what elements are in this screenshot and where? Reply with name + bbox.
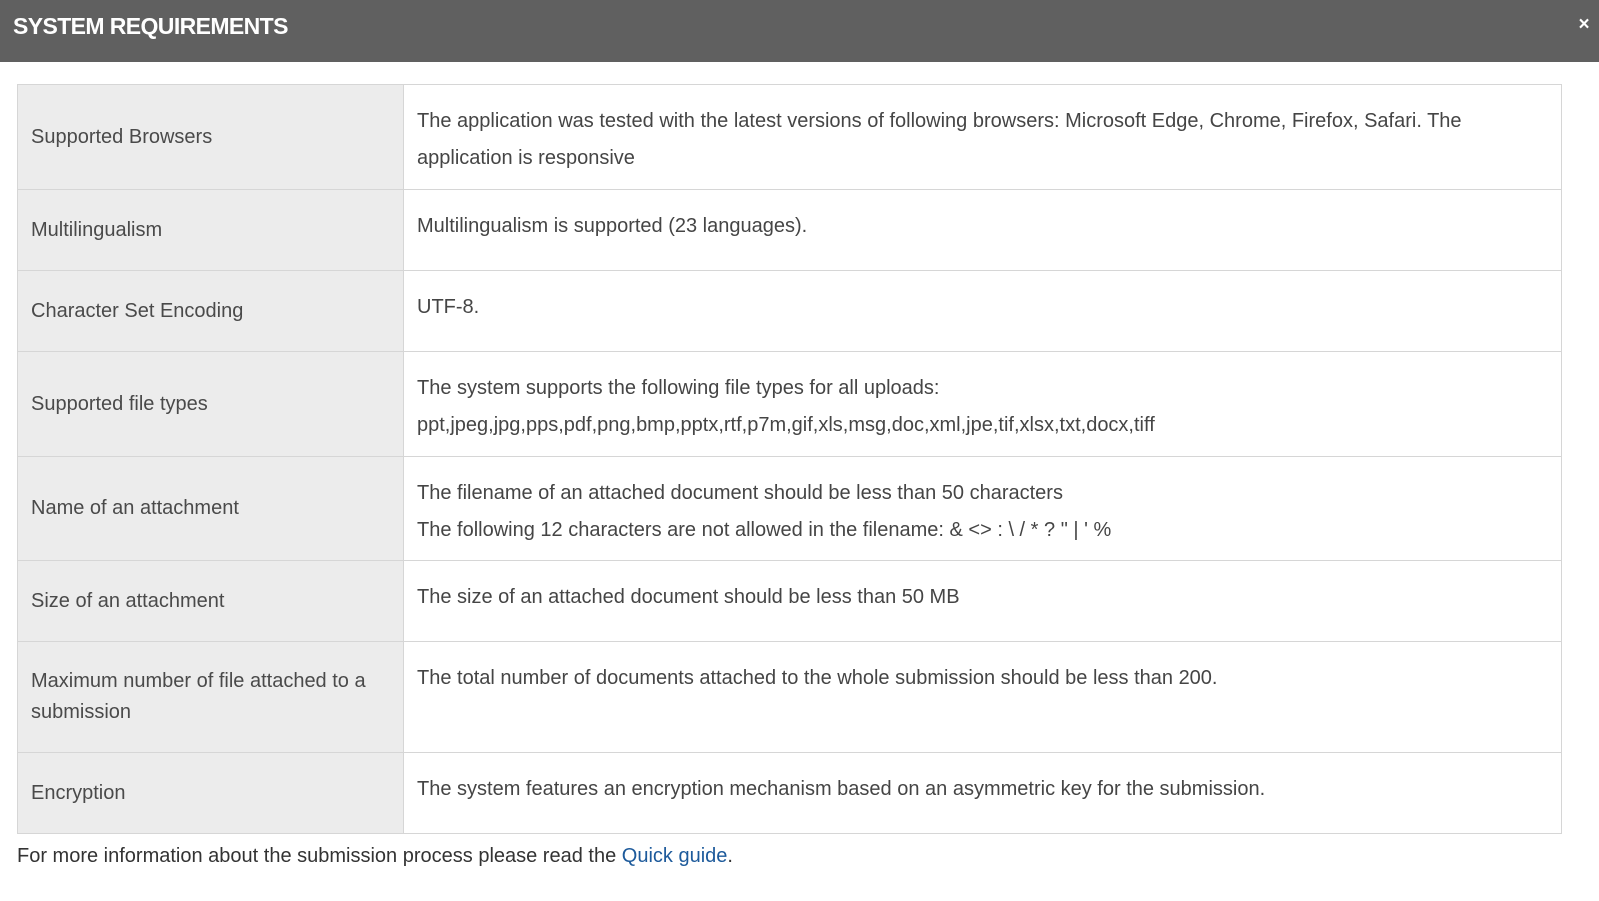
row-value-line: The filename of an attached document should be less than 50 characters [417, 482, 1063, 504]
row-label: Maximum number of file attached to a submission [18, 642, 404, 753]
row-value-line: UTF-8. [417, 296, 480, 318]
footer-text: For more information about the submission process please read the [17, 845, 622, 867]
table-row [18, 642, 1562, 753]
table-row [18, 85, 1562, 190]
row-label: Encryption [18, 753, 404, 834]
row-value-line: The total number of documents attached to the whole submission should be less than 200. [417, 667, 1218, 689]
modal-body [17, 84, 1562, 834]
requirements-table [17, 84, 1562, 834]
row-value-line: The size of an attached document should be less than 50 MB [417, 586, 960, 608]
table-row [18, 352, 1562, 457]
row-value-line: The following 12 characters are not allowed in the filename: & <> : \ / * ? " | ' % [417, 518, 1112, 541]
row-label: Size of an attachment [18, 561, 404, 642]
table-row [18, 753, 1562, 834]
row-value [404, 85, 1562, 190]
table-row [18, 271, 1562, 352]
row-value [404, 457, 1562, 561]
row-label: Character Set Encoding [18, 271, 404, 352]
row-label: Supported file types [18, 352, 404, 457]
row-value-line: The application was tested with the latest versions of following browsers: Microsoft Edge, Chrome, Firefox, Safari. The application is responsive [417, 110, 1462, 169]
footer-suffix: . [727, 845, 733, 867]
table-row [18, 457, 1562, 561]
footer-note [17, 845, 733, 868]
row-value [404, 753, 1562, 834]
table-row [18, 561, 1562, 642]
row-label: Multilingualism [18, 190, 404, 271]
quick-guide-link[interactable]: Quick guide [621, 845, 728, 867]
modal-title: SYSTEM REQUIREMENTS [13, 13, 288, 39]
row-value [404, 190, 1562, 271]
close-button[interactable] [1573, 14, 1595, 36]
row-label: Supported Browsers [18, 85, 404, 190]
table-row [18, 190, 1562, 271]
row-value-line: The system features an encryption mechanism based on an asymmetric key for the submission. [417, 778, 1266, 800]
modal-header [0, 0, 1599, 62]
row-value-line: ppt,jpeg,jpg,pps,pdf,png,bmp,pptx,rtf,p7m,gif,xls,msg,doc,xml,jpe,tif,xlsx,txt,docx,tiff [417, 413, 1155, 436]
row-label: Name of an attachment [18, 457, 404, 561]
row-value [404, 271, 1562, 352]
row-value [404, 642, 1562, 753]
row-value [404, 561, 1562, 642]
row-value-line: Multilingualism is supported (23 languages). [417, 215, 808, 237]
close-icon: × [1578, 14, 1590, 35]
row-value [404, 352, 1562, 457]
row-value-line: The system supports the following file types for all uploads: [417, 377, 940, 399]
